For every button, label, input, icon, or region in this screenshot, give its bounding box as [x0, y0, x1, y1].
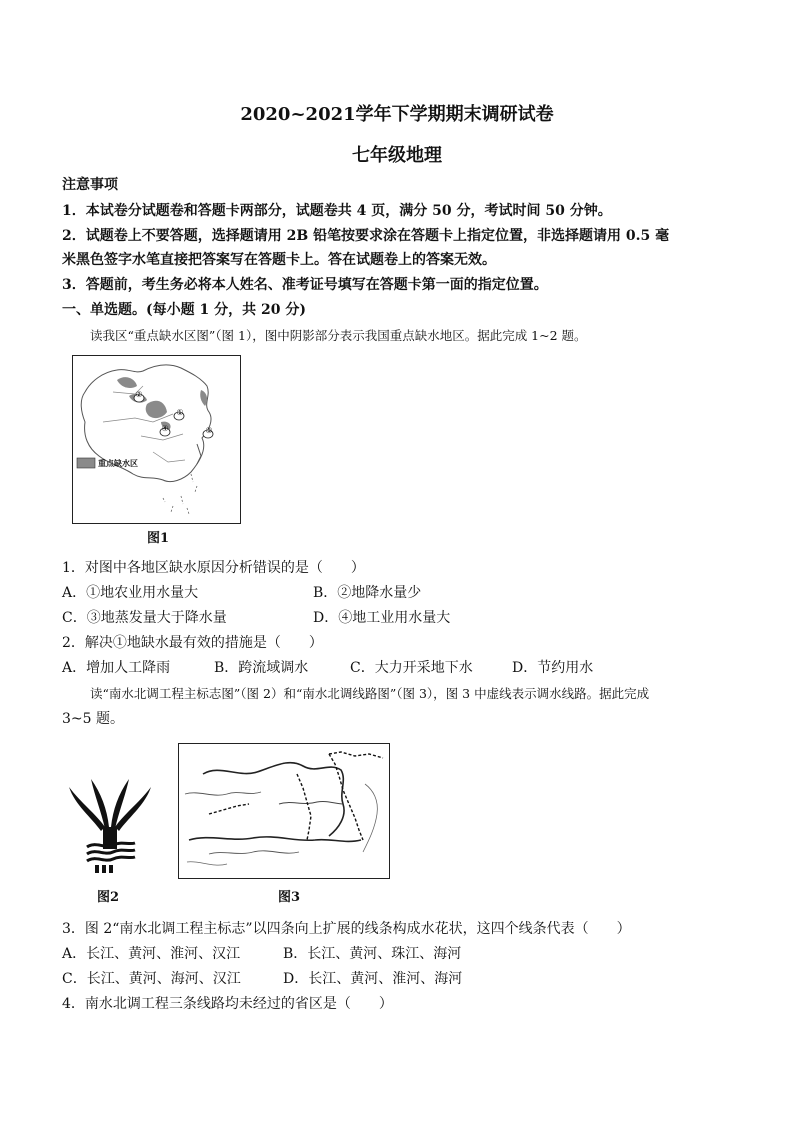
question-3-option-c: C．长江、黄河、海河、汉江 — [62, 971, 241, 987]
question-3-option-d: D．长江、黄河、淮河、海河 — [283, 971, 463, 987]
question-1-option-c: C．③地蒸发量大于降水量 — [62, 610, 227, 626]
notice-item-1: 1．本试卷分试题卷和答题卡两部分，试题卷共 4 页，满分 50 分，考试时间 50 分钟。 — [62, 203, 612, 219]
figure-2-logo — [65, 775, 155, 875]
question-3-option-b: B．长江、黄河、珠江、海河 — [283, 946, 462, 962]
figure-1-map — [72, 355, 241, 524]
intro-q1-2: 读我区“重点缺水区图”（图 1），图中阴影部分表示我国重点缺水地区。据此完成 1~2 题。 — [90, 328, 587, 343]
marker-2: ② — [135, 390, 143, 399]
question-2-option-d: D．节约用水 — [512, 660, 594, 676]
figure-3-caption: 图3 — [278, 890, 301, 905]
marker-3: ③ — [205, 426, 213, 435]
intro-q3-5-line2: 3~5 题。 — [62, 711, 124, 727]
question-1-option-d: D．④地工业用水量大 — [313, 610, 451, 626]
question-1-option-b: B．②地降水量少 — [313, 585, 422, 601]
figure-2-caption: 图2 — [97, 890, 120, 905]
intro-q3-5-line1: 读“南水北调工程主标志图”（图 2）和“南水北调线路图”（图 3），图 3 中虚线表示调水线路。据此完成 — [90, 686, 650, 701]
figure-3-route-map — [178, 743, 390, 879]
question-2-option-c: C．大力开采地下水 — [350, 660, 473, 676]
figure-1-caption: 图1 — [147, 531, 170, 546]
question-2-option-a: A．增加人工降雨 — [62, 660, 171, 676]
south-north-water-logo — [65, 775, 155, 875]
question-1-stem: 1．对图中各地区缺水原因分析错误的是（ ） — [62, 560, 365, 576]
marker-1: ① — [176, 408, 184, 417]
exam-title: 2020~2021学年下学期期末调研试卷 — [240, 104, 554, 125]
question-2-option-b: B．跨流域调水 — [214, 660, 309, 676]
question-3-stem: 3．图 2“南水北调工程主标志”以四条向上扩展的线条构成水花状，这四个线条代表（ ） — [62, 921, 631, 937]
question-2-stem: 2．解决①地缺水最有效的措施是（ ） — [62, 635, 323, 651]
question-4-stem: 4．南水北调工程三条线路均未经过的省区是（ ） — [62, 996, 393, 1012]
map-legend-label: 重点缺水区 — [98, 458, 138, 468]
notice-item-3: 3．答题前，考生务必将本人姓名、准考证号填写在答题卡第一面的指定位置。 — [62, 277, 548, 293]
marker-4: ④ — [161, 424, 169, 433]
section-1-heading: 一、单选题。(每小题 1 分，共 20 分) — [62, 302, 306, 318]
question-3-option-a: A．长江、黄河、淮河、汉江 — [62, 946, 241, 962]
notice-item-2a: 2．试题卷上不要答题，选择题请用 2B 铅笔按要求涂在答题卡上指定位置，非选择题请用 0.5 毫 — [62, 228, 670, 244]
route-map-shape — [179, 744, 389, 878]
exam-subject: 七年级地理 — [352, 145, 442, 166]
notice-heading: 注意事项 — [62, 177, 118, 193]
notice-item-2b: 米黑色签字水笔直接把答案写在答题卡上。答在试题卷上的答案无效。 — [62, 252, 496, 268]
question-1-option-a: A．①地农业用水量大 — [62, 585, 199, 601]
china-map-shape — [73, 356, 240, 523]
